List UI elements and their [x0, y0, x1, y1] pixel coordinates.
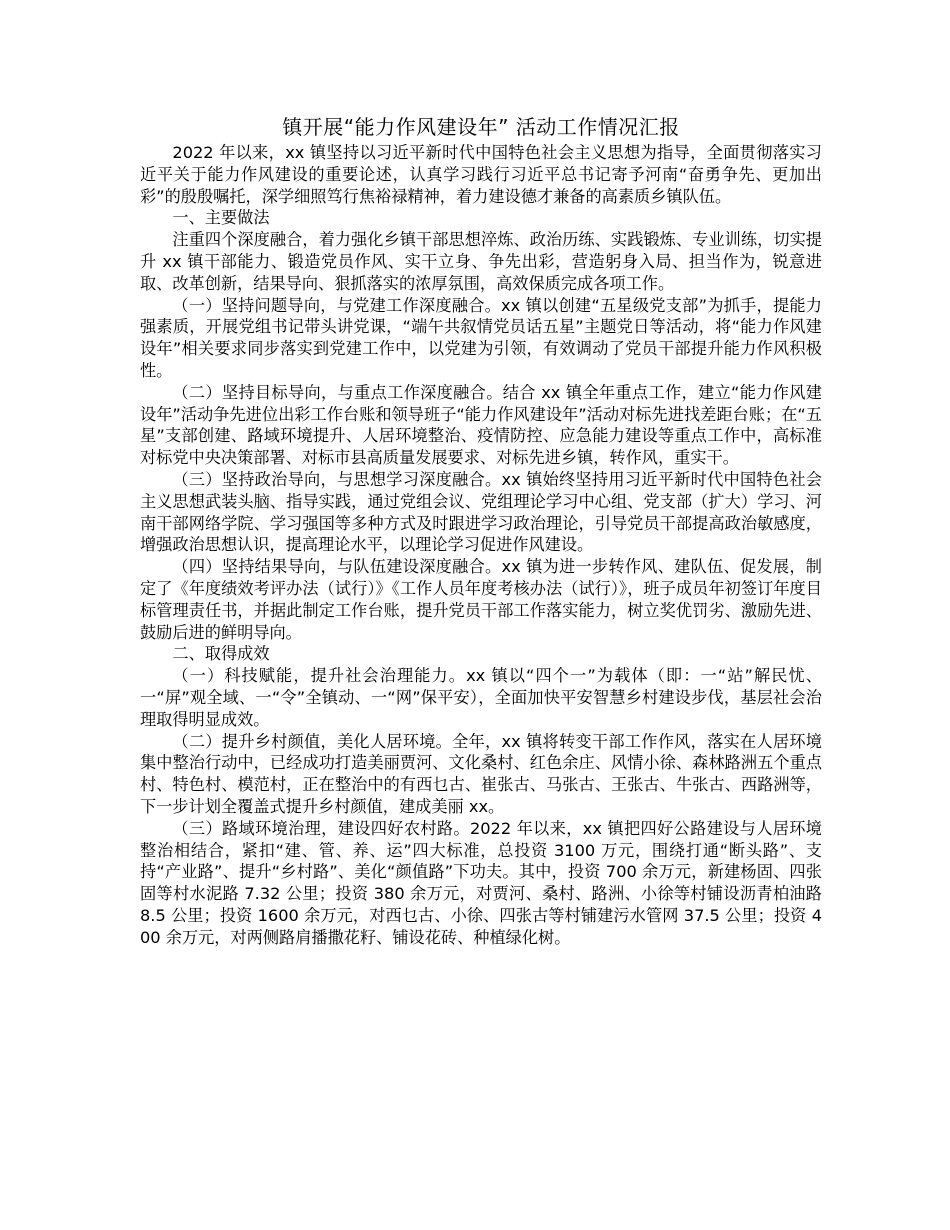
intro-paragraph: 2022 年以来，xx 镇坚持以习近平新时代中国特色社会主义思想为指导，全面贯彻落实习近平关于能力作风建设的重要论述，认真学习践行习近平总书记寄予河南“奋勇争先、更加出彩”的殷殷嘱托，深学细照笃行焦裕禄精神，着力建设德才兼备的高素质乡镇队伍。 [140, 143, 822, 206]
practice-item-1: （一）坚持问题导向，与党建工作深度融合。xx 镇以创建“五星级党支部”为抓手，提能力强素质，开展党组书记带头讲党课，“端午共叙情党员话五星”主题党日等活动，将“能力作风建设年”相关要求同步落实到党建工作中，以党建为引领，有效调动了党员干部提升能力作风积极性。 [140, 295, 822, 380]
practice-item-4: （四）坚持结果导向，与队伍建设深度融合。xx 镇为进一步转作风、建队伍、促发展，制定了《年度绩效考评办法（试行）》《工作人员年度考核办法（试行）》，班子成员年初签订年度目标管理责任书，并据此制定工作台账，提升党员干部工作落实能力，树立奖优罚劣、激励先进、鼓励后进的鲜明导向。 [140, 557, 822, 642]
document-page [140, 112, 822, 948]
document-title: 镇开展“能力作风建设年” 活动工作情况汇报 [282, 115, 680, 139]
section-heading-main-practices: 一、主要做法 [172, 208, 270, 228]
result-item-3: （三）路域环境治理，建设四好农村路。2022 年以来，xx 镇把四好公路建设与人居环境整治相结合，紧扣“建、管、养、运”四大标准，总投资 3100 万元，围绕打通“断头路”、支持“产业路”、提升“乡村路”、美化“颜值路”下功夫。其中，投资 700 余万元，新建杨固、四张固等村水泥路 7.32 公里；投资 380 余万元，对贾河、桑村、路洲、小徐等村铺设沥青柏油路 8.5 公里；投资 1600 余万元，对西乜古、小徐、四张古等村铺建污水管网 37.5 公里；投资 400 余万元，对两侧路肩播撒花籽、铺设花砖、种植绿化树。 [140, 818, 822, 947]
result-item-2: （二）提升乡村颜值，美化人居环境。全年，xx 镇将转变干部工作作风，落实在人居环境集中整治行动中，已经成功打造美丽贾河、文化桑村、红色余庄、风情小徐、森林路洲五个重点村、特色村、模范村，正在整治中的有西乜古、崔张古、马张古、王张古、牛张古、西路洲等，下一步计划全覆盖式提升乡村颜值，建成美丽 xx。 [140, 731, 822, 816]
practice-item-3: （三）坚持政治导向，与思想学习深度融合。xx 镇始终坚持用习近平新时代中国特色社会主义思想武装头脑、指导实践，通过党组会议、党组理论学习中心组、党支部（扩大）学习、河南干部网络学院、学习强国等多种方式及时跟进学习政治理论，引导党员干部提高政治敏感度，增强政治思想认识，提高理论水平，以理论学习促进作风建设。 [140, 469, 822, 555]
section-summary-paragraph: 注重四个深度融合，着力强化乡镇干部思想淬炼、政治历练、实践锻炼、专业训练，切实提升 xx 镇干部能力、锻造党员作风、实干立身、争先出彩，营造躬身入局、担当作为，锐意进取、改革创新，结果导向、狠抓落实的浓厚氛围，高效保质完成各项工作。 [140, 230, 822, 293]
section-heading-results: 二、取得成效 [172, 644, 270, 664]
practice-item-2: （二）坚持目标导向，与重点工作深度融合。结合 xx 镇全年重点工作，建立“能力作风建设年”活动争先进位出彩工作台账和领导班子“能力作风建设年”活动对标先进找差距台账；在“五星”支部创建、路域环境提升、人居环境整治、疫情防控、应急能力建设等重点工作中，高标准对标党中央决策部署、对标市县高质量发展要求、对标先进乡镇，转作风，重实干。 [140, 382, 822, 468]
result-item-1: （一）科技赋能，提升社会治理能力。xx 镇以“四个一”为载体（即：一“站”解民忧、一“屏”观全域、一“令”全镇动、一“网”保平安），全面加快平安智慧乡村建设步伐，基层社会治理取得明显成效。 [140, 666, 822, 729]
